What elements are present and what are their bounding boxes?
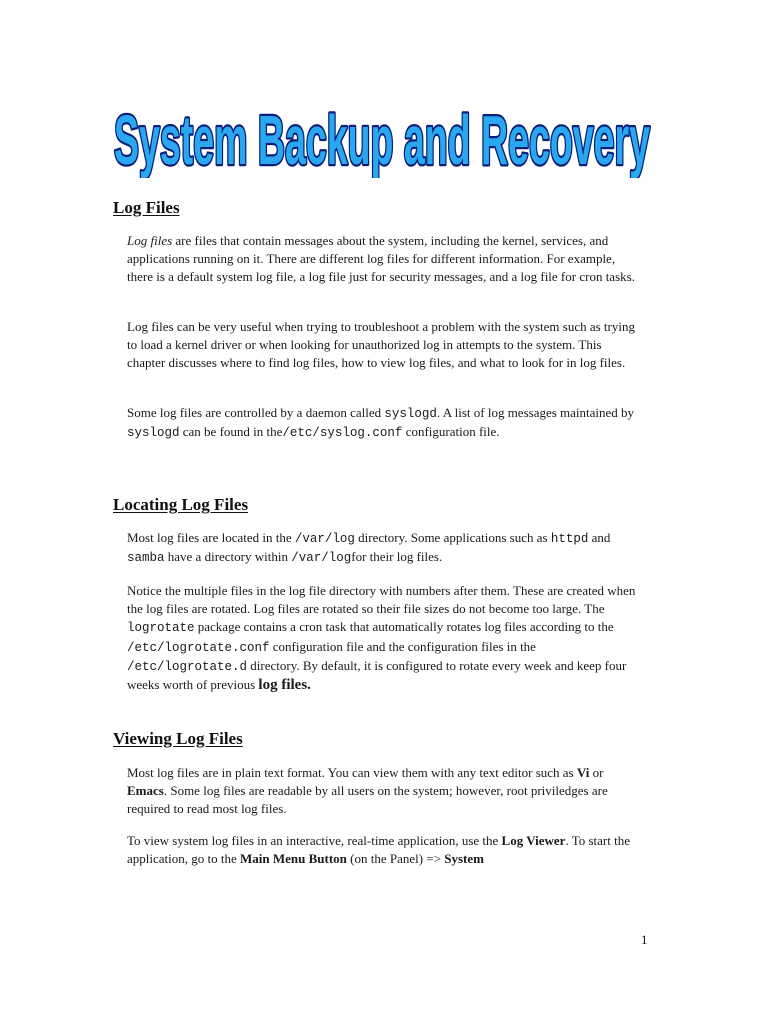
text-span: Some log files are controlled by a daemon called — [127, 405, 385, 420]
text-span: To view system log files in an interactive, real-time application, use the — [127, 833, 502, 848]
viewing-paragraph-1 — [127, 764, 643, 819]
wordart-title-text: System Backup and Recovery — [114, 100, 651, 178]
code-syslogd: syslogd — [384, 407, 437, 421]
code-httpd: httpd — [550, 532, 589, 546]
bold-main-menu-button: Main Menu Button — [240, 851, 347, 867]
wordart-title-graphic — [110, 82, 658, 178]
code-samba: samba — [127, 551, 165, 566]
text-span: Most log files are located in the — [127, 530, 295, 545]
text-span: can be found in the — [179, 424, 283, 440]
log-files-paragraph-1 — [127, 232, 643, 287]
locating-paragraph-1 — [127, 529, 643, 567]
log-files-paragraph-2: Log files can be very useful when trying to troubleshoot a problem with the system such as trying to load a kernel driver or when looking for unauthorized log in attempts to the system. This chapter discusses where to find log files, how to view log files, and what to look for in log files. — [127, 319, 635, 371]
code-logrotate-conf: /etc/logrotate.conf — [127, 640, 270, 655]
bold-log-viewer: Log Viewer — [501, 833, 566, 848]
text-span: configuration file and the configuration files in the — [269, 638, 536, 654]
code-var-log: /var/log — [294, 532, 355, 546]
text-span: . To start the application, go to the — [127, 833, 630, 867]
text-span: (on the Panel) => — [346, 851, 445, 867]
code-syslogd: syslogd — [127, 426, 180, 441]
text-span: package contains a cron task that automatically rotates log files according to the — [194, 619, 614, 635]
wordart-title — [110, 82, 658, 178]
bold-system: System — [444, 851, 484, 867]
bold-emacs: Emacs — [127, 783, 164, 799]
log-files-p1-text: are files that contain messages about the system, including the kernel, services, and applications running on it. There are different log files for different information. For example, there is a default system log file, a log file just for security messages, and a log file for cron tasks. — [127, 233, 635, 285]
text-span: . A list of log messages maintained by — [436, 405, 635, 420]
log-files-term: Log files — [127, 233, 173, 248]
text-span: Most log files are in plain text format. You can view them with any text editor such as — [127, 765, 577, 780]
locating-paragraph-2 — [127, 582, 643, 694]
text-span: or — [589, 765, 604, 780]
code-logrotate-d: /etc/logrotate.d — [127, 659, 248, 674]
code-logrotate: logrotate — [127, 621, 195, 636]
heading-locating-log-files: Locating Log Files — [113, 495, 249, 514]
page-number: 1 — [641, 932, 648, 947]
heading-viewing-log-files: Viewing Log Files — [113, 729, 243, 748]
code-var-log: /var/log — [291, 551, 352, 566]
bold-log-files: log files. — [258, 677, 311, 694]
text-span: directory. Some applications such as — [354, 530, 551, 545]
bold-vi: Vi — [576, 765, 590, 780]
log-files-paragraph-3 — [127, 404, 643, 442]
text-span: Notice the multiple files in the log file directory with numbers after them. These are created when the log files are rotated. Log files are rotated so their file sizes do not become too large. The — [127, 583, 636, 617]
text-span: configuration file. — [402, 424, 500, 440]
text-span: for their log files. — [351, 549, 443, 565]
text-span: have a directory within — [164, 549, 292, 565]
text-span: and — [588, 530, 611, 545]
code-syslog-conf: /etc/syslog.conf — [282, 426, 403, 441]
text-span: . Some log files are readable by all users on the system; however, root priviledges are required to read most log files. — [127, 783, 608, 817]
viewing-paragraph-2 — [127, 832, 643, 868]
text-span: directory. By default, it is configured to rotate every week and keep four weeks worth of previous — [127, 657, 627, 693]
heading-log-files: Log Files — [113, 198, 180, 217]
